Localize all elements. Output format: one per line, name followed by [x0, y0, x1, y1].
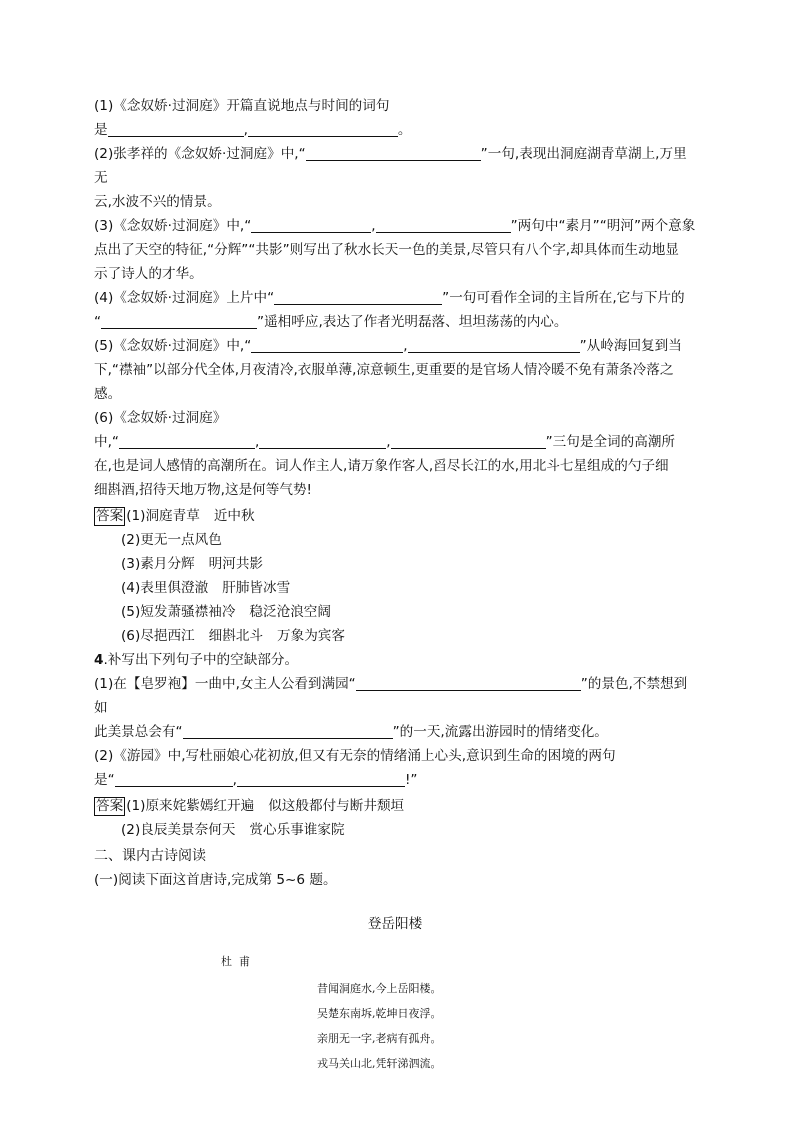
poem-title: 登岳阳楼	[367, 916, 423, 932]
q3-item-2-line-2: 云,水波不兴的情景。	[94, 194, 221, 210]
q3-item-5-line-1: (5)《念奴娇·过洞庭》中,“ , ”从岭海回复到当	[94, 338, 682, 354]
answer-blank[interactable]	[274, 288, 442, 305]
answer-blank[interactable]	[248, 120, 398, 137]
answer-blank[interactable]	[119, 432, 255, 449]
answer-blank[interactable]	[408, 336, 580, 353]
q4-item-1-line-1: (1)在【皂罗袍】一曲中,女主人公看到满园“ ”的景色,不禁想到如	[94, 676, 688, 716]
answer-line: (2)更无一点风色	[121, 532, 222, 548]
q4-item-2-line-2: 是“ , !”	[94, 772, 418, 788]
answer-badge: 答案	[96, 798, 124, 814]
answer-blank[interactable]	[259, 432, 386, 449]
section-instruction: (一)阅读下面这首唐诗,完成第 5~6 题。	[94, 872, 337, 888]
q3-item-3-line-3: 示了诗人的才华。	[94, 266, 203, 282]
poem-line: 亲朋无一字,老病有孤舟。	[317, 1032, 442, 1045]
q3-item-5-line-2: 下,“襟袖”以部分代全体,月夜清冷,衣服单薄,凉意顿生,更重要的是官场人情冷暖不免有萧条冷落之	[94, 362, 674, 378]
q4-title: 4.补写出下列句子中的空缺部分。	[94, 652, 299, 668]
q3-item-2-line-1: (2)张孝祥的《念奴娇·过洞庭》中,“ ”一句,表现出洞庭湖青草湖上,万里无	[94, 146, 687, 186]
answer-blank[interactable]	[391, 432, 546, 449]
answer-blank[interactable]	[306, 144, 481, 161]
answer-blank[interactable]	[237, 770, 405, 787]
q3-item-6-line-1: (6)《念奴娇·过洞庭》	[94, 410, 227, 426]
q3-item-4-line-1: (4)《念奴娇·过洞庭》上片中“ ”一句可看作全词的主旨所在,它与下片的	[94, 290, 685, 306]
answer-badge: 答案	[96, 508, 124, 524]
poem-body	[94, 976, 696, 1076]
q3-item-4-line-2: “ ”遥相呼应,表达了作者光明磊落、坦坦荡荡的内心。	[94, 314, 568, 330]
q4-item-2-line-1: (2)《游园》中,写杜丽娘心花初放,但又有无奈的情绪涌上心头,意识到生命的困境的两句	[94, 748, 616, 764]
q4-item-1-line-2: 此美景总会有“ ”的一天,流露出游园时的情绪变化。	[94, 724, 608, 740]
poem-author: 杜甫	[221, 955, 257, 968]
answer-line: (3)素月分辉 明河共影	[121, 556, 264, 572]
answer-line: (5)短发萧骚襟袖冷 稳泛沧浪空阔	[121, 604, 331, 620]
answer-blank[interactable]	[115, 770, 233, 787]
answer-line: (4)表里俱澄澈 肝肺皆冰雪	[121, 580, 291, 596]
q3-item-1-line-1: (1)《念奴娇·过洞庭》开篇直说地点与时间的词句	[94, 98, 390, 114]
answer-blank[interactable]	[183, 722, 393, 739]
document-page	[94, 94, 696, 1076]
section-heading: 二、课内古诗阅读	[94, 848, 206, 864]
answer-blank[interactable]	[376, 216, 511, 233]
q3-item-5-line-3: 感。	[94, 386, 122, 402]
poem-line: 吴楚东南坼,乾坤日夜浮。	[317, 1007, 442, 1020]
q3-item-6-line-4: 细斟酒,招待天地万物,这是何等气势!	[94, 482, 312, 498]
q3-item-3-line-2: 点出了天空的特征,“分辉”“共影”则写出了秋水长天一色的美景,尽管只有八个字,却具体而生动地显	[94, 242, 679, 258]
answer-line: (6)尽挹西江 细斟北斗 万象为宾客	[121, 628, 345, 644]
q3-item-1-line-2: 是 , 。	[94, 122, 412, 138]
answer-line: 答案 (1)洞庭青草 近中秋	[96, 508, 255, 524]
answer-blank[interactable]	[356, 674, 581, 691]
answer-blank[interactable]	[251, 336, 403, 353]
answer-line: 答案 (1)原来姹紫嫣红开遍 似这般都付与断井颓垣	[96, 798, 405, 814]
answer-blank[interactable]	[101, 312, 257, 329]
poem-line: 戎马关山北,凭轩涕泗流。	[317, 1057, 442, 1070]
q3-item-3-line-1: (3)《念奴娇·过洞庭》中,“ , ”两句中“素月”“明河”两个意象	[94, 218, 696, 234]
q3-item-6-line-3: 在,也是词人感情的高潮所在。词人作主人,请万象作客人,舀尽长江的水,用北斗七星组成的勺子细	[94, 458, 669, 474]
answer-line: (2)良辰美景奈何天 赏心乐事谁家院	[121, 822, 345, 838]
poem-line: 昔闻洞庭水,今上岳阳楼。	[317, 982, 442, 995]
q3-item-6-line-2: 中,“ , , ”三句是全词的高潮所	[94, 434, 676, 450]
answer-blank[interactable]	[108, 120, 244, 137]
answer-blank[interactable]	[251, 216, 371, 233]
